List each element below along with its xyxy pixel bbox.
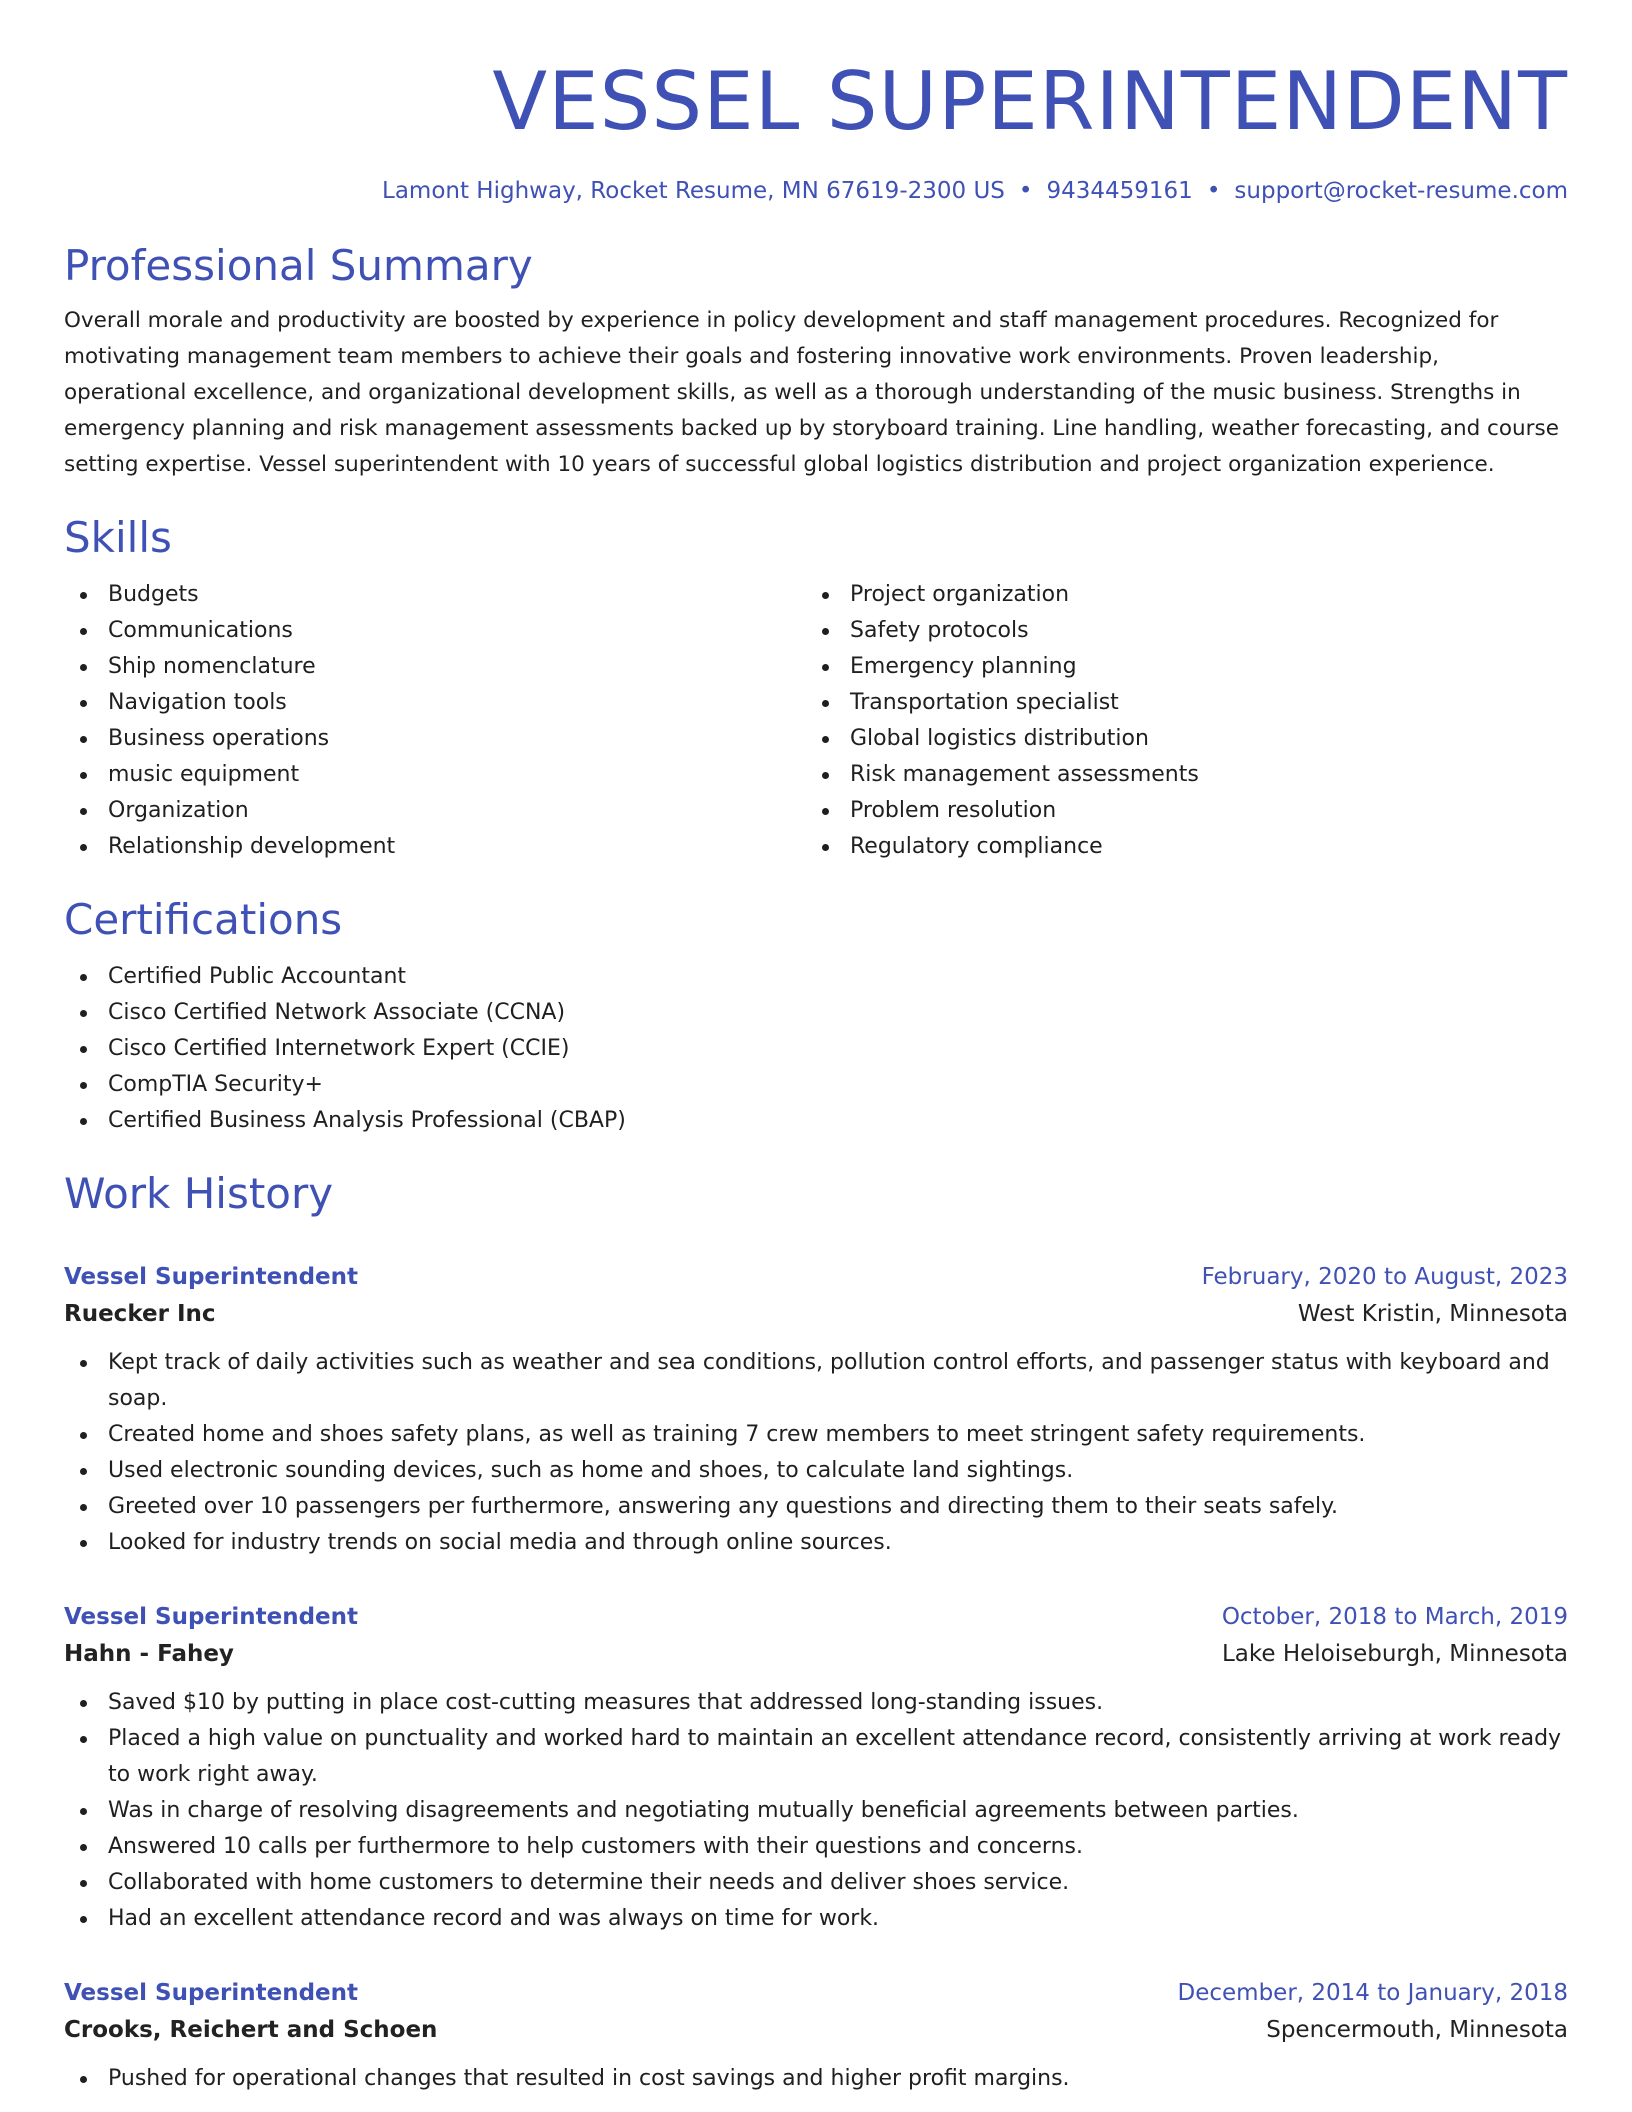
skills-heading: Skills	[64, 513, 172, 562]
job-company: Crooks, Reichert and Schoen	[64, 2017, 438, 2043]
list-item: Project organization	[806, 577, 1548, 613]
job-bullets	[64, 1345, 1568, 1561]
list-item: Kept track of daily activities such as weather and sea conditions, pollution control efforts, and passenger status with keyboard and soap.	[64, 1345, 1568, 1417]
list-item: Certified Public Accountant	[64, 959, 1568, 995]
list-item: CompTIA Security+	[64, 1067, 1568, 1103]
list-item: Relationship development	[64, 829, 806, 865]
skills-list-right	[806, 577, 1548, 865]
list-item: Answered 10 calls per furthermore to help customers with their questions and concerns.	[64, 1829, 1568, 1865]
skills-list-left	[64, 577, 806, 865]
list-item: Regulatory compliance	[806, 829, 1548, 865]
list-item: Global logistics distribution	[806, 721, 1548, 757]
work-history-heading: Work History	[64, 1169, 334, 1218]
job-header	[64, 1975, 1568, 2011]
job-header	[64, 1599, 1568, 1635]
list-item: Placed a high value on punctuality and worked hard to maintain an excellent attendance record, consistently arriving at work ready to work right away.	[64, 1721, 1568, 1793]
job-location: Lake Heloiseburgh, Minnesota	[1221, 1641, 1568, 1667]
certifications-heading: Certifications	[64, 895, 343, 944]
contact-address: Lamont Highway, Rocket Resume, MN 67619-2300 US	[382, 178, 1005, 204]
job-company: Hahn - Fahey	[64, 1641, 234, 1667]
job-location: West Kristin, Minnesota	[1297, 1301, 1568, 1327]
contact-separator: •	[1018, 178, 1033, 204]
job-dates: February, 2020 to August, 2023	[1201, 1264, 1568, 1290]
job-title: Vessel Superintendent	[64, 1980, 359, 2006]
job-bullets	[64, 2061, 1568, 2097]
contact-email: support@rocket-resume.com	[1234, 178, 1568, 204]
list-item: Certified Business Analysis Professional (CBAP)	[64, 1103, 1568, 1139]
skills-columns	[64, 577, 1568, 865]
list-item: Organization	[64, 793, 806, 829]
list-item: Safety protocols	[806, 613, 1548, 649]
list-item: music equipment	[64, 757, 806, 793]
list-item: Pushed for operational changes that resulted in cost savings and higher profit margins.	[64, 2061, 1568, 2097]
list-item: Collaborated with home customers to determine their needs and deliver shoes service.	[64, 1865, 1568, 1901]
list-item: Ship nomenclature	[64, 649, 806, 685]
contact-phone: 9434459161	[1046, 178, 1193, 204]
job-dates: December, 2014 to January, 2018	[1177, 1980, 1568, 2006]
certifications-section	[64, 893, 1568, 1139]
job-header	[64, 1259, 1568, 1295]
list-item: Emergency planning	[806, 649, 1548, 685]
list-item: Business operations	[64, 721, 806, 757]
list-item: Was in charge of resolving disagreements and negotiating mutually beneficial agreements between parties.	[64, 1793, 1568, 1829]
list-item: Transportation specialist	[806, 685, 1548, 721]
summary-heading: Professional Summary	[64, 241, 533, 290]
job-entry	[64, 1599, 1568, 1937]
skills-section	[64, 511, 1568, 865]
work-history-section	[64, 1167, 1568, 2097]
job-subheader	[64, 1295, 1568, 1333]
contact-separator: •	[1206, 178, 1221, 204]
job-dates: October, 2018 to March, 2019	[1221, 1604, 1568, 1630]
job-title: Vessel Superintendent	[64, 1264, 359, 1290]
certifications-list	[64, 959, 1568, 1139]
job-entry	[64, 1975, 1568, 2097]
contact-line	[64, 176, 1568, 206]
job-title: Vessel Superintendent	[64, 1604, 359, 1630]
list-item: Used electronic sounding devices, such as home and shoes, to calculate land sightings.	[64, 1453, 1568, 1489]
job-location: Spencermouth, Minnesota	[1266, 2017, 1568, 2043]
list-item: Greeted over 10 passengers per furthermore, answering any questions and directing them to their seats safely.	[64, 1489, 1568, 1525]
job-subheader	[64, 2011, 1568, 2049]
list-item: Cisco Certified Internetwork Expert (CCIE)	[64, 1031, 1568, 1067]
list-item: Had an excellent attendance record and was always on time for work.	[64, 1901, 1568, 1937]
list-item: Looked for industry trends on social media and through online sources.	[64, 1525, 1568, 1561]
list-item: Budgets	[64, 577, 806, 613]
jobs-container	[64, 1259, 1568, 2097]
job-entry	[64, 1259, 1568, 1561]
list-item: Risk management assessments	[806, 757, 1548, 793]
list-item: Communications	[64, 613, 806, 649]
summary-text: Overall morale and productivity are boosted by experience in policy development and staff management procedures. Recognized for motivating management team members to achieve their goals and fostering innovative work environments. Proven leadership, operational excellence, and organizational development skills, as well as a thorough understanding of the music business. Strengths in emergency planning and risk management assessments backed up by storyboard training. Line handling, weather forecasting, and course setting expertise. Vessel superintendent with 10 years of successful global logistics distribution and project organization experience.	[64, 308, 1559, 477]
resume-name: VESSEL SUPERINTENDENT	[492, 55, 1568, 148]
list-item: Created home and shoes safety plans, as well as training 7 crew members to meet stringent safety requirements.	[64, 1417, 1568, 1453]
list-item: Problem resolution	[806, 793, 1548, 829]
list-item: Navigation tools	[64, 685, 806, 721]
job-company: Ruecker Inc	[64, 1301, 216, 1327]
summary-section	[64, 239, 1568, 483]
job-bullets	[64, 1685, 1568, 1937]
list-item: Saved $10 by putting in place cost-cutting measures that addressed long-standing issues.	[64, 1685, 1568, 1721]
job-subheader	[64, 1635, 1568, 1673]
list-item: Cisco Certified Network Associate (CCNA)	[64, 995, 1568, 1031]
